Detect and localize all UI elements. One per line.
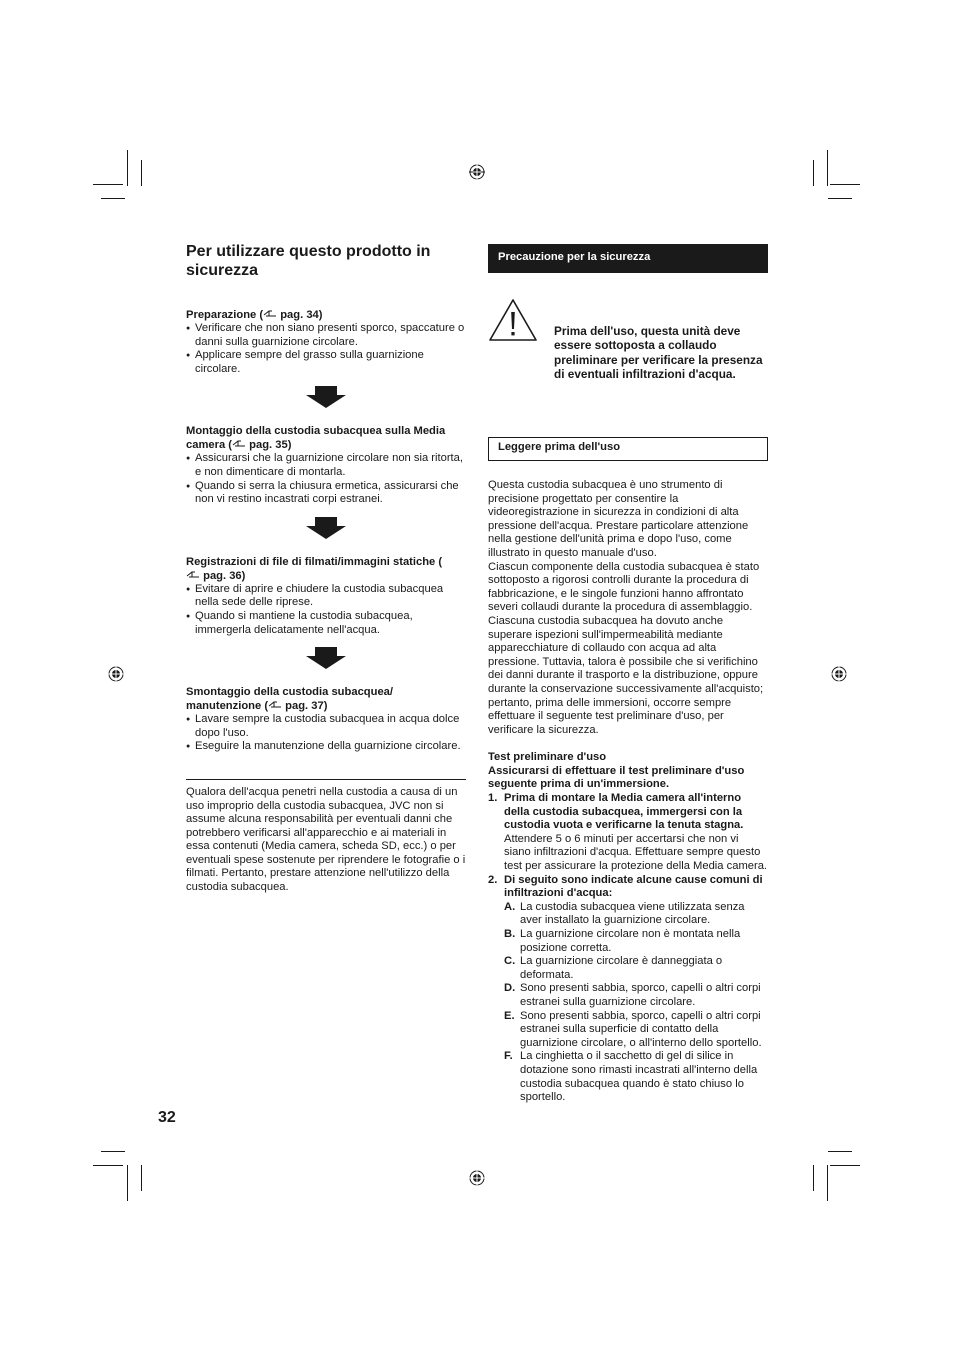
disclaimer-text: Qualora dell'acqua penetri nella custodia a causa di un uso improprio della custodia subacquea, JVC non si assume alcuna responsabilità per eventuali danni che potrebbero verificarsi all'apparecchio e ai materiali in essa contenuti (Media camera, scheda SD, ecc.) o per eventuali spese sostenute per riprendere le fotografie o i filmati. Pertanto, prestare attenzione nell'utilizzo della custodia subacquea. xyxy=(186,785,466,894)
book-reference-icon xyxy=(186,570,200,579)
crop-mark xyxy=(830,1165,860,1166)
bullet-list xyxy=(186,322,466,376)
page-title: Per utilizzare questo prodotto in sicurezza xyxy=(186,243,431,279)
registration-mark-icon xyxy=(469,1170,485,1186)
crop-mark xyxy=(101,198,125,199)
numbered-list xyxy=(488,792,768,1105)
list-item: ● Applicare sempre del grasso sulla guarnizione circolare. xyxy=(186,349,466,376)
crop-mark xyxy=(813,1165,814,1191)
left-column xyxy=(186,242,466,895)
list-item: F. La cinghietta o il sacchetto di gel di silice in dotazione sono rimasti incastrati all'interno della custodia subacquea quando è stato chiuso lo sportello. xyxy=(504,1050,758,1104)
test-subtitle: Assicurarsi di effettuare il test preliminare d'uso seguente prima di un'immersione. xyxy=(488,764,745,791)
list-item: C. La guarnizione circolare è danneggiata o deformata. xyxy=(504,955,723,981)
step-recording xyxy=(186,555,466,637)
crop-mark xyxy=(813,160,814,186)
list-item: ● Lavare sempre la custodia subacquea in acqua dolce dopo l'uso. xyxy=(186,713,466,740)
list-item: ● Eseguire la manutenzione della guarnizione circolare. xyxy=(186,740,466,754)
list-item: 2. Di seguito sono indicate alcune cause comuni di infiltrazioni d'acqua: A. La custodia subacquea viene utilizzata senza aver installato la guarnizione circolare. B. La guarnizione circolare non è montata nella posizione corretta. C. La guarnizione circolare è danneggiata o deformata. D. Sono presenti sabbia, sporco, capelli o altri corpi estranei sulla guarnizione circolare. E. Sono presenti sabbia, sporco, capelli o altri corpi estranei sulla superficie di contatto della guarnizione circolare, o all'interno dello sportello. F. La cinghietta o il sacchetto di gel di silice in dotazione sono rimasti incastrati all'interno della custodia subacquea quando è stato chiuso lo sportello. xyxy=(488,874,768,1105)
registration-mark-icon xyxy=(831,666,847,682)
down-arrow-icon xyxy=(306,386,346,408)
crop-mark xyxy=(827,150,828,186)
list-item: A. La custodia subacquea viene utilizzata senza aver installato la guarnizione circolare. xyxy=(504,900,745,927)
warning-block xyxy=(488,294,768,414)
crop-mark xyxy=(101,1151,125,1152)
crop-mark xyxy=(827,1165,828,1201)
intro-paragraph: Ciascun componente della custodia subacquea è stato sottoposto a rigorosi controlli durante la procedura di fabbricazione, e le singole funzioni hanno affrontato severi collaudi durante la procedura di assemblaggio. Ciascuna custodia subacquea ha dovuto anche superare ispezioni sull'impermeabilità mediante apparecchiature di collaudo con acqua ad alta pressione. Tuttavia, talora è possibile che si verifichino dei danni durante il trasporto e la distribuzione, oppure durante la conservazione successivamente all'acquisto; pertanto, prima delle immersioni, occorre sempre effettuare il seguente test preliminare d'uso, per verificare la sicurezza. xyxy=(488,560,764,736)
crop-mark xyxy=(830,184,860,185)
crop-mark xyxy=(141,1165,142,1191)
list-item: ● Quando si serra la chiusura ermetica, assicurarsi che non vi restino incastrati corpi estranei. xyxy=(186,480,466,507)
item-text: Attendere 5 o 6 minuti per accertarsi che non vi siano infiltrazioni d'acqua. Effettuare sempre questo test per assicurare la protezione della Media camera. xyxy=(504,832,768,873)
list-item: ● Assicurarsi che la guarnizione circolare non sia ritorta, e non dimenticare di montarla. xyxy=(186,452,466,479)
step-heading: Montaggio della custodia subacquea sulla Media camera ( pag. 35) xyxy=(186,425,446,452)
item-bold-text: Prima di montare la Media camera all'interno della custodia subacquea, immergersi con la custodia vuota e verificarne la tenuta stagna. xyxy=(504,792,744,832)
bullet-list xyxy=(186,713,466,754)
list-item: 1. Prima di montare la Media camera all'interno della custodia subacquea, immergersi con la custodia vuota e verificarne la tenuta stagna. Attendere 5 o 6 minuti per accertarsi che non vi siano infiltrazioni d'acqua. Effettuare sempre questo test per assicurare la protezione della Media camera. xyxy=(488,792,768,873)
down-arrow-icon xyxy=(306,647,346,669)
step-preparation xyxy=(186,308,466,376)
divider xyxy=(186,779,466,780)
list-item: ● Verificare che non siano presenti sporco, spaccature o danni sulla guarnizione circolare. xyxy=(186,322,466,349)
list-item: ● Evitare di aprire e chiudere la custodia subacquea nella sede delle riprese. xyxy=(186,583,466,610)
intro-paragraph: Questa custodia subacquea è uno strumento di precisione progettato per consentire la videoregistrazione in sicurezza in condizioni di alta pressione dell'acqua. Prestare particolare attenzione nella gestione dell'unità prima e dopo l'uso, come illustrato in questo manuale d'uso. xyxy=(488,479,749,559)
warning-text: Prima dell'uso, questa unità deve essere sottoposta a collaudo preliminare per verificare la presenza di eventuali infiltrazioni d'acqua. xyxy=(554,324,763,382)
item-bold-text: Di seguito sono indicate alcune cause comuni di infiltrazioni d'acqua: xyxy=(504,873,763,900)
step-heading: Smontaggio della custodia subacquea/ manutenzione ( pag. 37) xyxy=(186,686,394,713)
crop-mark xyxy=(127,150,128,186)
bullet-list xyxy=(186,583,466,637)
warning-triangle-icon xyxy=(488,298,538,342)
step-heading: Registrazioni di file di filmati/immagini statiche ( pag. 36) xyxy=(186,555,443,582)
page-number: 32 xyxy=(158,1109,176,1126)
test-title: Test preliminare d'uso xyxy=(488,751,607,764)
book-reference-icon xyxy=(268,700,282,709)
right-column xyxy=(488,244,768,1105)
crop-mark xyxy=(828,198,852,199)
crop-mark xyxy=(141,160,142,186)
registration-mark-icon xyxy=(108,666,124,682)
crop-mark xyxy=(127,1165,128,1201)
step-mounting xyxy=(186,424,466,506)
list-item: ● Quando si mantiene la custodia subacquea, immergerla delicatamente nell'acqua. xyxy=(186,610,466,637)
step-heading: Preparazione ( pag. 34) xyxy=(186,309,323,321)
read-first-box: Leggere prima dell'uso xyxy=(488,437,768,461)
list-item: B. La guarnizione circolare non è montata nella posizione corretta. xyxy=(504,928,741,954)
book-reference-icon xyxy=(263,309,277,318)
crop-mark xyxy=(93,184,123,185)
section-title-bar: Precauzione per la sicurezza xyxy=(488,244,768,273)
list-item: E. Sono presenti sabbia, sporco, capelli o altri corpi estranei sulla superficie di contatto della guarnizione circolare, o all'interno dello sportello. xyxy=(504,1009,762,1049)
bullet-list xyxy=(186,452,466,506)
crop-mark xyxy=(828,1151,852,1152)
book-reference-icon xyxy=(232,439,246,448)
list-item: D. Sono presenti sabbia, sporco, capelli o altri corpi estranei sulla guarnizione circolare. xyxy=(504,982,761,1008)
crop-mark xyxy=(93,1165,123,1166)
step-dismounting xyxy=(186,685,466,754)
registration-mark-icon xyxy=(469,164,485,180)
down-arrow-icon xyxy=(306,517,346,539)
causes-list xyxy=(504,901,768,1105)
